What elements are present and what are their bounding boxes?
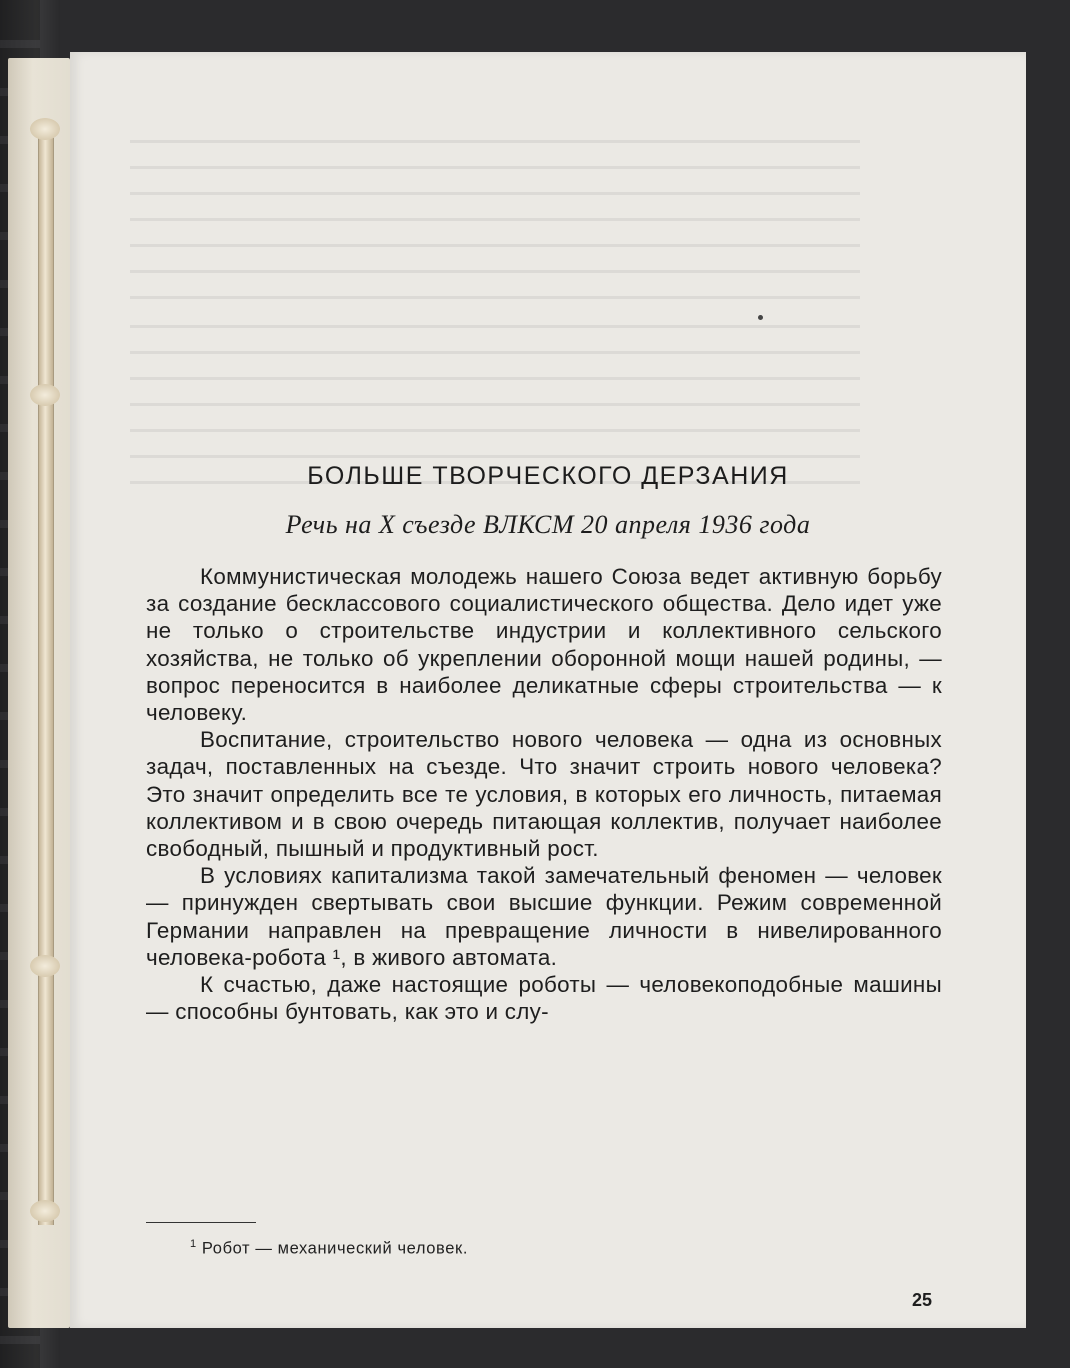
- stitch-knot: [30, 1200, 60, 1222]
- paragraph: К счастью, даже настоящие роботы — человекоподобные машины — способны бунтовать, как это и слу-: [146, 972, 942, 1025]
- stitch-knot: [30, 384, 60, 406]
- paragraph: Воспитание, строительство нового человека — одна из основных задач, поставленных на съезде. Что значит строить нового человека? Это значит определить все те условия, в которых его личность, питаемая коллективом и в свою очередь питающая коллектив, получает наиболее свободный, пышный и продуктивный рост.: [146, 727, 942, 862]
- paragraph: Коммунистическая молодежь нашего Союза ведет активную борьбу за создание бесклассового социалистического общества. Дело идет уже не только о строительстве индустрии и коллективного сельского хозяйства, не только об укреплении оборонной мощи нашей родины, — вопрос переносится в наиболее деликатные сферы строительства — к человеку.: [146, 564, 942, 726]
- binding-stitch: [38, 125, 54, 1225]
- body-text: [146, 563, 942, 1025]
- ink-speck: [758, 315, 763, 320]
- page-title: БОЛЬШЕ ТВОРЧЕСКОГО ДЕРЗАНИЯ: [307, 462, 789, 490]
- stitch-knot: [30, 955, 60, 977]
- paragraph: В условиях капитализма такой замечательный феномен — человек — принужден свертывать свои высшие функции. Режим современной Германии направлен на превращение личности в нивелированного человека-робота ¹, в живого автомата.: [146, 863, 942, 970]
- page-subtitle: Речь на X съезде ВЛКСМ 20 апреля 1936 года: [285, 510, 811, 539]
- footnote: [190, 1238, 468, 1259]
- footnote-rule: [146, 1222, 256, 1223]
- stitch-knot: [30, 118, 60, 140]
- footnote-text: Робот — механический человек.: [201, 1239, 469, 1258]
- footnote-marker: 1: [190, 1238, 197, 1250]
- scanner-background-right: [1026, 52, 1070, 1328]
- page-number: 25: [912, 1290, 933, 1310]
